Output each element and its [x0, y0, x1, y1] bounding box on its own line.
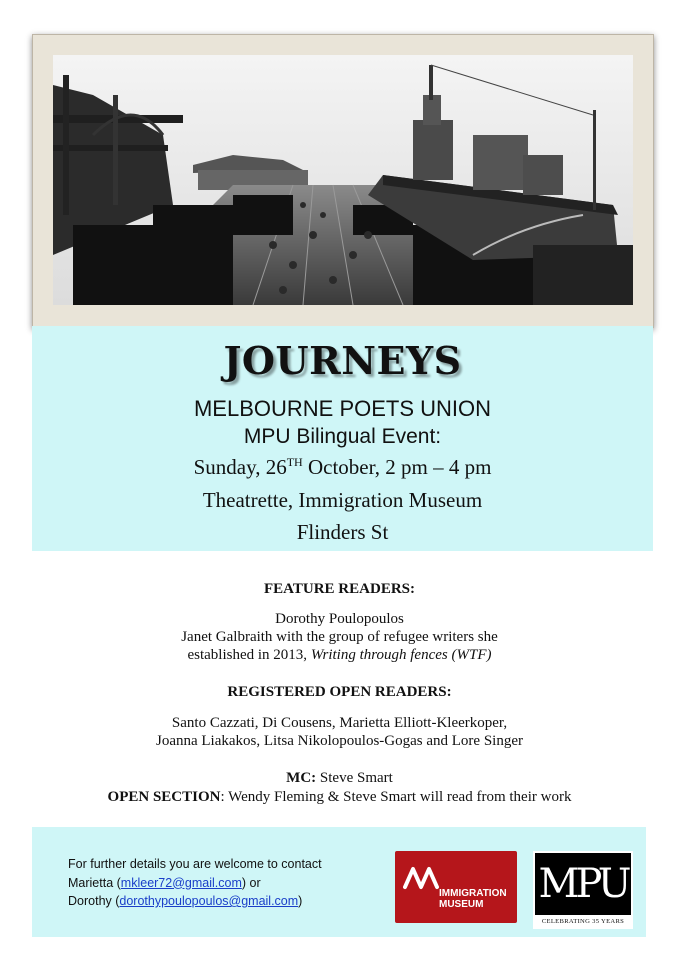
wtf-group-name: Writing through fences (WTF) [310, 647, 492, 663]
dorothy-email-link[interactable]: dorothypoulopoulos@gmail.com [119, 894, 299, 908]
registered-readers-line-2: Joanna Liakakos, Litsa Nikolopoulos-Gogas and Lore Singer [155, 733, 523, 749]
event-street: Flinders St [296, 520, 389, 544]
registered-readers-heading: REGISTERED OPEN READERS: [227, 684, 452, 700]
contact-marietta-prefix: Marietta ( [68, 875, 121, 890]
header-photo-frame [32, 34, 654, 328]
contact-dorothy-prefix: Dorothy ( [68, 894, 120, 908]
organization-name: MELBOURNE POETS UNION [193, 396, 492, 421]
marietta-email-link[interactable]: mkleer72@gmail.com [120, 875, 242, 890]
im-wave-icon [403, 863, 443, 893]
contact-marietta [68, 874, 322, 893]
im-line-1: IMMIGRATION [439, 888, 507, 899]
open-section-label: OPEN SECTION [107, 789, 221, 805]
feature-reader-line-1: Dorothy Poulopoulos [275, 611, 404, 627]
event-type: MPU Bilingual Event: [243, 425, 442, 448]
contact-dorothy-suffix: ) [298, 894, 303, 908]
event-date [32, 455, 653, 480]
header-photo [53, 55, 633, 305]
feature-reader-line-3 [0, 646, 679, 664]
pier-battleship-illustration [53, 55, 633, 305]
open-section-line [0, 788, 679, 806]
event-title: JOURNEYS [223, 338, 462, 383]
contact-intro: For further details you are welcome to contact [68, 857, 322, 871]
event-venue: Theatrette, Immigration Museum [202, 488, 483, 512]
feature-reader-line-2: Janet Galbraith with the group of refugee writers she [181, 629, 498, 645]
contact-marietta-suffix: ) or [241, 875, 261, 890]
mc-line [0, 769, 679, 787]
event-date-suffix: October, 2 pm – 4 pm [302, 455, 492, 479]
contact-panel [32, 827, 646, 937]
event-date-prefix: Sunday, 26 [193, 455, 287, 479]
contact-details [68, 855, 322, 911]
open-section-text: : Wendy Fleming & Steve Smart will read from their work [220, 789, 572, 805]
registered-readers-line-1: Santo Cazzati, Di Cousens, Marietta Elliott-Kleerkoper, [171, 715, 508, 731]
feature-readers-heading: FEATURE READERS: [264, 581, 415, 597]
event-date-ordinal: TH [286, 455, 303, 469]
feature-reader-line-3-text: established in 2013, [187, 647, 311, 663]
mpu-logo [533, 851, 633, 929]
mpu-logo-mark: MPU [535, 853, 631, 915]
immigration-museum-logo-text [439, 888, 507, 910]
immigration-museum-logo [395, 851, 517, 923]
mc-label: MC: [286, 770, 317, 786]
mc-name: Steve Smart [316, 770, 393, 786]
contact-dorothy [68, 892, 322, 911]
title-panel [32, 326, 653, 551]
im-line-2: MUSEUM [439, 899, 484, 910]
mpu-logo-caption: CELEBRATING 35 YEARS [541, 918, 625, 925]
